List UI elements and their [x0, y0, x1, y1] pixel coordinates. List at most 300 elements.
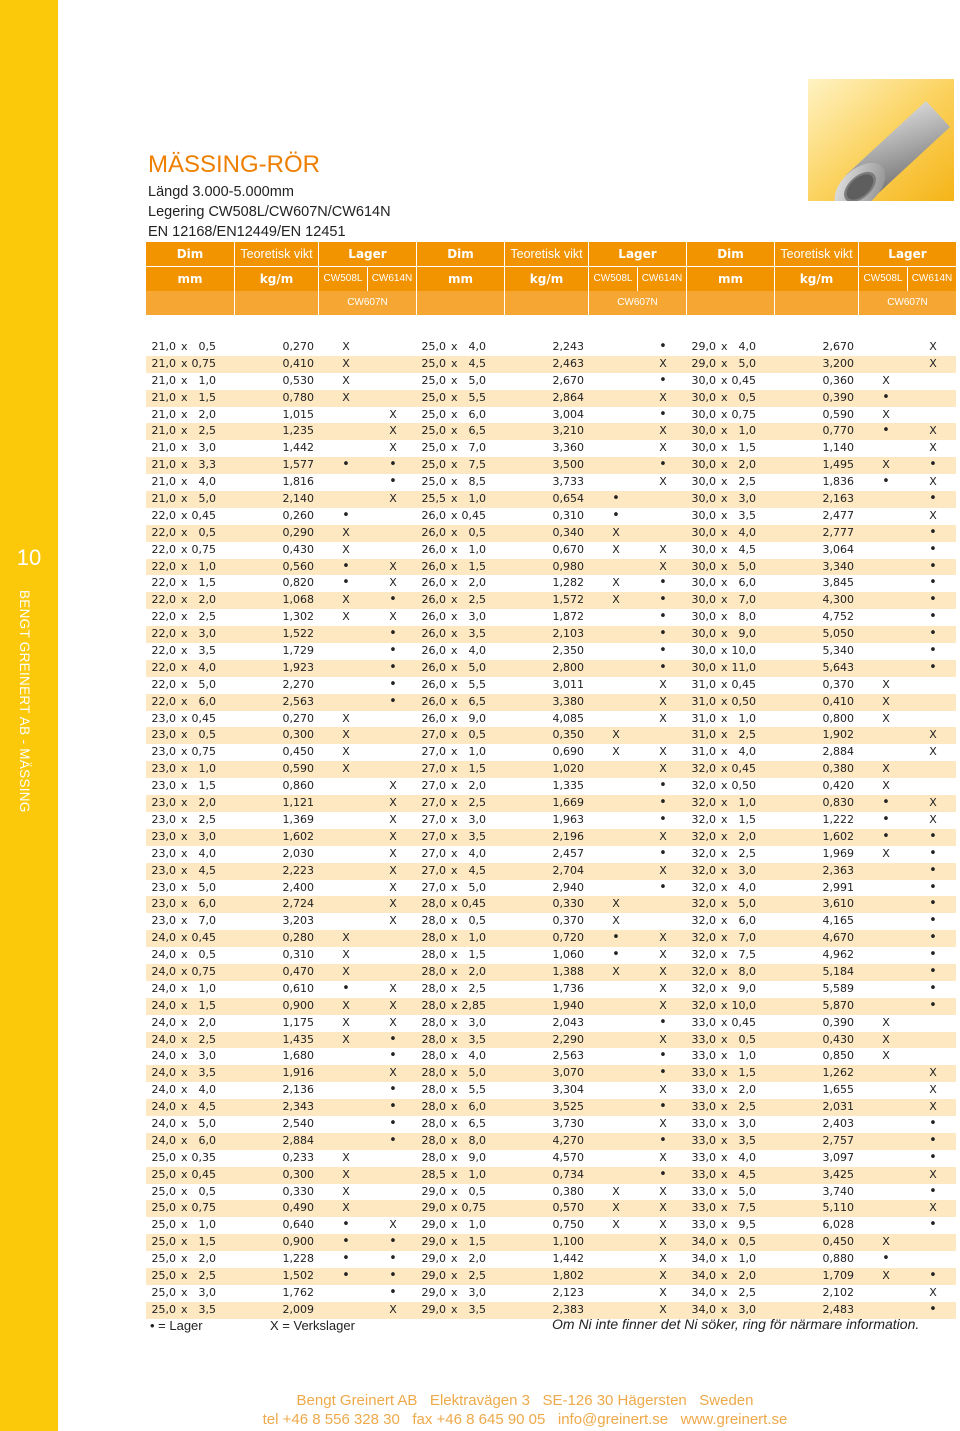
weight-value: 2,724: [282, 897, 314, 911]
stock-cw508l: [876, 440, 896, 457]
dim-outer: 33,0: [691, 1184, 716, 1198]
weight-value: 0,900: [282, 998, 314, 1012]
weight-value: 5,870: [822, 998, 854, 1012]
dim-outer: 28,0: [421, 1116, 446, 1130]
dim-wall: 5,5: [468, 1083, 486, 1097]
dim-wall: 2,0: [468, 1252, 486, 1266]
stock-cw614n: X: [389, 914, 397, 928]
subtitle-length: Längd 3.000-5.000mm: [148, 184, 294, 200]
dim-outer: 30,0: [691, 525, 716, 539]
dim-separator: x: [721, 610, 728, 624]
dim-outer: 26,0: [421, 593, 446, 607]
stock-cw508l: [606, 981, 626, 998]
stock-cw508l: •: [342, 575, 350, 591]
stock-cw614n: X: [659, 981, 667, 995]
dim-outer: 32,0: [691, 812, 716, 826]
stock-cw614n: [383, 1184, 403, 1201]
table-row: [146, 1184, 956, 1201]
dim-separator: x: [451, 846, 458, 860]
stock-cw614n: X: [389, 880, 397, 894]
stock-cw614n: [923, 711, 943, 728]
brass-tube-image: [808, 79, 954, 201]
dim-separator: x: [721, 829, 728, 843]
weight-value: 2,540: [282, 1116, 314, 1130]
stock-cw508l: X: [612, 897, 620, 911]
dim-outer: 21,0: [151, 492, 176, 506]
table-row: [146, 542, 956, 559]
dim-outer: 33,0: [691, 1150, 716, 1164]
stock-cw508l: [876, 660, 896, 677]
dim-wall: 4,0: [198, 660, 216, 674]
stock-cw614n: •: [929, 575, 937, 591]
stock-cw614n: •: [659, 339, 667, 354]
stock-cw614n: [383, 727, 403, 744]
dim-wall: 2,5: [468, 1268, 486, 1282]
stock-cw508l: [606, 626, 626, 643]
dim-outer: 25,0: [151, 1201, 176, 1215]
stock-cw614n: X: [389, 407, 397, 421]
dim-separator: x: [451, 660, 458, 674]
dim-separator: x: [181, 1218, 188, 1232]
stock-cw614n: X: [389, 424, 397, 438]
stock-cw508l: •: [612, 930, 620, 946]
stock-cw614n: •: [389, 474, 397, 490]
dim-outer: 30,0: [691, 424, 716, 438]
dim-outer: 24,0: [151, 948, 176, 962]
dim-outer: 28,0: [421, 1150, 446, 1164]
dim-separator: x: [721, 1235, 728, 1249]
dim-separator: x: [451, 762, 458, 776]
stock-cw508l: X: [342, 525, 350, 539]
dim-separator: x: [181, 508, 188, 522]
dim-outer: 28,0: [421, 948, 446, 962]
stock-cw508l: X: [882, 407, 890, 421]
dim-separator: x: [721, 559, 728, 573]
dim-separator: x: [181, 1201, 188, 1215]
dim-separator: x: [451, 475, 458, 489]
dim-wall: 1,0: [738, 1252, 756, 1266]
dim-wall: 4,0: [198, 475, 216, 489]
weight-value: 1,222: [822, 812, 854, 826]
dim-separator: x: [181, 964, 188, 978]
dim-separator: x: [451, 593, 458, 607]
dim-separator: x: [451, 458, 458, 472]
dim-separator: x: [451, 508, 458, 522]
dim-outer: 23,0: [151, 711, 176, 725]
weight-value: 0,490: [282, 1201, 314, 1215]
dim-wall: 1,5: [738, 812, 756, 826]
dim-wall: 6,0: [198, 897, 216, 911]
weight-value: 4,085: [552, 711, 584, 725]
stock-cw508l: [606, 440, 626, 457]
dim-outer: 29,0: [421, 1285, 446, 1299]
dim-separator: x: [181, 458, 188, 472]
weight-value: 1,902: [822, 728, 854, 742]
weight-value: 0,280: [282, 931, 314, 945]
dim-outer: 25,0: [421, 340, 446, 353]
dim-outer: 29,0: [421, 1235, 446, 1249]
stock-cw614n: X: [929, 356, 937, 370]
stock-cw508l: [876, 592, 896, 609]
stock-cw614n: •: [929, 659, 937, 675]
weight-value: 0,260: [282, 508, 314, 522]
dim-separator: x: [181, 475, 188, 489]
dim-outer: 30,0: [691, 475, 716, 489]
weight-value: 2,163: [822, 492, 854, 506]
dim-outer: 30,0: [691, 492, 716, 506]
dim-outer: 32,0: [691, 948, 716, 962]
stock-cw614n: [383, 508, 403, 525]
dim-separator: x: [721, 1083, 728, 1097]
dim-separator: x: [451, 829, 458, 843]
dim-outer: 25,0: [421, 441, 446, 455]
dim-wall: 0,45: [731, 1015, 756, 1029]
stock-cw508l: X: [882, 1049, 890, 1063]
table-row: [146, 1251, 956, 1268]
dim-outer: 22,0: [151, 627, 176, 641]
dim-wall: 5,0: [468, 880, 486, 894]
dim-wall: 6,5: [468, 424, 486, 438]
weight-value: 2,103: [552, 627, 584, 641]
dim-wall: 3,0: [738, 1116, 756, 1130]
dim-separator: x: [181, 441, 188, 455]
stock-cw508l: •: [882, 389, 890, 405]
table-row: [146, 508, 956, 525]
stock-cw614n: •: [929, 828, 937, 844]
dim-separator: x: [721, 340, 728, 353]
stock-cw508l: [336, 829, 356, 846]
dim-wall: 0,5: [198, 525, 216, 539]
dim-separator: x: [181, 914, 188, 928]
dim-outer: 25,0: [151, 1218, 176, 1232]
dim-wall: 0,35: [191, 1150, 216, 1164]
stock-cw614n: X: [389, 610, 397, 624]
table-row: [146, 846, 956, 863]
dim-outer: 28,0: [421, 1015, 446, 1029]
header-stock: Lager: [858, 242, 956, 266]
dim-wall: 2,5: [198, 1268, 216, 1282]
stock-cw614n: [383, 1167, 403, 1184]
dim-separator: x: [721, 694, 728, 708]
dim-outer: 33,0: [691, 1100, 716, 1114]
weight-value: 3,425: [822, 1167, 854, 1181]
page-title: MÄSSING-RÖR: [148, 151, 321, 178]
stock-cw508l: [606, 373, 626, 390]
dim-wall: 8,0: [738, 610, 756, 624]
dim-outer: 30,0: [691, 576, 716, 590]
dim-separator: x: [451, 542, 458, 556]
weight-value: 1,282: [552, 576, 584, 590]
dim-wall: 3,5: [198, 1302, 216, 1316]
stock-cw614n: X: [389, 812, 397, 826]
stock-cw508l: [606, 474, 626, 491]
dim-separator: x: [181, 1015, 188, 1029]
dim-separator: x: [451, 914, 458, 928]
table-row: [146, 373, 956, 390]
dim-wall: 2,0: [198, 1015, 216, 1029]
dim-separator: x: [451, 964, 458, 978]
stock-cw614n: •: [929, 845, 937, 861]
stock-cw508l: X: [612, 525, 620, 539]
dim-wall: 3,5: [468, 627, 486, 641]
dim-outer: 21,0: [151, 458, 176, 472]
stock-cw508l: X: [882, 373, 890, 387]
dim-separator: x: [451, 1049, 458, 1063]
stock-cw508l: X: [882, 1015, 890, 1029]
dim-outer: 27,0: [421, 846, 446, 860]
dim-outer: 27,0: [421, 762, 446, 776]
dim-wall: 4,0: [468, 1049, 486, 1063]
dim-wall: 11,0: [731, 660, 756, 674]
stock-cw614n: •: [389, 1251, 397, 1267]
dim-outer: 23,0: [151, 796, 176, 810]
dim-wall: 2,5: [738, 1285, 756, 1299]
dim-separator: x: [181, 1066, 188, 1080]
dim-outer: 24,0: [151, 1100, 176, 1114]
dim-outer: 24,0: [151, 1133, 176, 1147]
stock-cw614n: [653, 508, 673, 525]
dim-wall: 2,5: [468, 593, 486, 607]
weight-value: 1,235: [282, 424, 314, 438]
table-row: [146, 440, 956, 457]
dim-wall: 0,45: [461, 897, 486, 911]
stock-cw614n: •: [389, 1048, 397, 1064]
dim-wall: 4,0: [738, 525, 756, 539]
dim-outer: 25,0: [421, 390, 446, 404]
dim-separator: x: [721, 576, 728, 590]
stock-cw508l: [876, 1150, 896, 1167]
weight-value: 3,740: [822, 1184, 854, 1198]
legend-lager: • = Lager: [150, 1318, 203, 1333]
stock-cw508l: [876, 1217, 896, 1234]
dim-outer: 26,0: [421, 711, 446, 725]
dim-outer: 30,0: [691, 542, 716, 556]
weight-value: 3,730: [552, 1116, 584, 1130]
dim-separator: x: [181, 1235, 188, 1249]
dim-wall: 4,0: [738, 1150, 756, 1164]
dim-wall: 0,45: [191, 931, 216, 945]
dim-wall: 0,45: [191, 508, 216, 522]
dim-separator: x: [721, 880, 728, 894]
stock-cw508l: [336, 1099, 356, 1116]
dim-outer: 30,0: [691, 407, 716, 421]
dim-wall: 1,0: [198, 373, 216, 387]
dim-separator: x: [721, 1100, 728, 1114]
dim-outer: 25,0: [421, 475, 446, 489]
table-row: [146, 829, 956, 846]
dim-outer: 28,0: [421, 964, 446, 978]
dim-separator: x: [181, 998, 188, 1012]
stock-cw508l: •: [342, 1217, 350, 1233]
weight-value: 1,100: [552, 1235, 584, 1249]
dim-outer: 27,0: [421, 812, 446, 826]
header-cw508l: CW508L: [318, 267, 367, 291]
stock-cw508l: [876, 863, 896, 880]
stock-cw614n: •: [929, 1301, 937, 1317]
weight-value: 5,643: [822, 660, 854, 674]
header-blank: [686, 291, 774, 315]
weight-value: 4,670: [822, 931, 854, 945]
stock-cw508l: [606, 778, 626, 795]
stock-cw508l: [876, 575, 896, 592]
weight-value: 1,655: [822, 1083, 854, 1097]
stock-cw614n: •: [929, 1267, 937, 1283]
stock-cw508l: [876, 964, 896, 981]
weight-value: 3,064: [822, 542, 854, 556]
dim-outer: 22,0: [151, 542, 176, 556]
stock-cw614n: •: [659, 1048, 667, 1064]
stock-cw508l: X: [342, 931, 350, 945]
weight-value: 1,060: [552, 948, 584, 962]
stock-cw508l: [876, 998, 896, 1015]
stock-cw614n: •: [929, 609, 937, 625]
stock-cw614n: •: [929, 862, 937, 878]
dim-separator: x: [721, 1133, 728, 1147]
dim-outer: 32,0: [691, 846, 716, 860]
stock-cw614n: X: [389, 998, 397, 1012]
weight-value: 2,940: [552, 880, 584, 894]
dim-outer: 21,0: [151, 424, 176, 438]
dim-separator: x: [721, 1252, 728, 1266]
header-blank: [416, 291, 504, 315]
dim-wall: 1,5: [468, 948, 486, 962]
weight-value: 0,410: [282, 356, 314, 370]
weight-value: 3,004: [552, 407, 584, 421]
dim-outer: 33,0: [691, 1167, 716, 1181]
stock-cw508l: [876, 1133, 896, 1150]
dim-outer: 26,0: [421, 559, 446, 573]
dim-separator: x: [721, 711, 728, 725]
weight-value: 2,777: [822, 525, 854, 539]
dim-separator: x: [451, 1066, 458, 1080]
dim-outer: 24,0: [151, 998, 176, 1012]
stock-cw508l: [606, 1032, 626, 1049]
dim-wall: 5,0: [198, 880, 216, 894]
weight-value: 3,500: [552, 458, 584, 472]
dim-wall: 0,5: [468, 728, 486, 742]
weight-value: 1,442: [282, 441, 314, 455]
header-unit-mm: mm: [416, 267, 504, 291]
dim-wall: 2,5: [198, 1032, 216, 1046]
dim-wall: 0,5: [468, 1184, 486, 1198]
weight-value: 0,820: [282, 576, 314, 590]
weight-value: 2,800: [552, 660, 584, 674]
stock-cw508l: •: [342, 558, 350, 574]
dim-wall: 0,45: [191, 1167, 216, 1181]
dim-wall: 3,5: [468, 1302, 486, 1316]
dim-outer: 21,0: [151, 390, 176, 404]
stock-cw614n: •: [929, 879, 937, 895]
weight-value: 0,410: [822, 694, 854, 708]
dim-separator: x: [451, 998, 458, 1012]
dim-outer: 23,0: [151, 779, 176, 793]
stock-cw508l: [876, 930, 896, 947]
weight-value: 0,640: [282, 1218, 314, 1232]
dim-wall: 2,0: [738, 458, 756, 472]
dim-outer: 23,0: [151, 863, 176, 877]
dim-outer: 33,0: [691, 1066, 716, 1080]
table-row: [146, 863, 956, 880]
dim-separator: x: [451, 424, 458, 438]
stock-cw614n: •: [929, 896, 937, 912]
table-row: [146, 474, 956, 491]
weight-value: 4,270: [552, 1133, 584, 1147]
weight-value: 2,864: [552, 390, 584, 404]
header-cw614n: CW614N: [637, 267, 686, 291]
weight-value: 3,203: [282, 914, 314, 928]
weight-value: 2,670: [822, 340, 854, 353]
stock-cw508l: X: [612, 1218, 620, 1232]
dim-separator: x: [721, 812, 728, 826]
stock-cw508l: [876, 1065, 896, 1082]
dim-separator: x: [721, 424, 728, 438]
dim-separator: x: [721, 660, 728, 674]
dim-wall: 5,5: [468, 390, 486, 404]
stock-cw614n: •: [389, 676, 397, 692]
stock-cw614n: •: [659, 1099, 667, 1115]
weight-value: 5,589: [822, 981, 854, 995]
stock-cw508l: X: [882, 1032, 890, 1046]
dim-outer: 25,0: [151, 1268, 176, 1282]
dim-wall: 3,0: [198, 829, 216, 843]
table-row: [146, 609, 956, 626]
stock-cw614n: [923, 1234, 943, 1251]
dim-outer: 34,0: [691, 1252, 716, 1266]
stock-cw508l: [876, 491, 896, 508]
stock-cw614n: [383, 339, 403, 356]
stock-cw614n: •: [929, 913, 937, 929]
stock-cw614n: X: [929, 1100, 937, 1114]
dim-outer: 22,0: [151, 644, 176, 658]
weight-value: 3,340: [822, 559, 854, 573]
dim-separator: x: [451, 1015, 458, 1029]
dim-outer: 22,0: [151, 576, 176, 590]
dim-outer: 25,0: [151, 1167, 176, 1181]
dim-separator: x: [451, 576, 458, 590]
dim-wall: 3,0: [468, 610, 486, 624]
stock-cw508l: [606, 863, 626, 880]
table-row: [146, 744, 956, 761]
stock-cw614n: [923, 761, 943, 778]
dim-wall: 4,5: [198, 1100, 216, 1114]
stock-cw508l: X: [612, 914, 620, 928]
dim-separator: x: [451, 1133, 458, 1147]
dim-separator: x: [721, 1302, 728, 1316]
dim-separator: x: [181, 407, 188, 421]
dim-outer: 33,0: [691, 1116, 716, 1130]
dim-separator: x: [721, 492, 728, 506]
dim-wall: 9,5: [738, 1218, 756, 1232]
stock-cw508l: [876, 913, 896, 930]
stock-cw614n: X: [929, 1083, 937, 1097]
weight-value: 0,590: [282, 762, 314, 776]
dim-separator: x: [181, 660, 188, 674]
stock-cw614n: •: [389, 1132, 397, 1148]
dim-separator: x: [451, 981, 458, 995]
dim-wall: 2,5: [738, 728, 756, 742]
table-row: [146, 727, 956, 744]
stock-cw614n: •: [929, 1149, 937, 1165]
weight-value: 3,210: [552, 424, 584, 438]
stock-cw614n: [923, 1032, 943, 1049]
dim-separator: x: [451, 1252, 458, 1266]
dim-separator: x: [721, 779, 728, 793]
dim-separator: x: [451, 441, 458, 455]
stock-cw614n: •: [389, 1082, 397, 1098]
dim-wall: 2,0: [198, 593, 216, 607]
dim-wall: 0,75: [191, 745, 216, 759]
dim-wall: 6,0: [468, 1100, 486, 1114]
